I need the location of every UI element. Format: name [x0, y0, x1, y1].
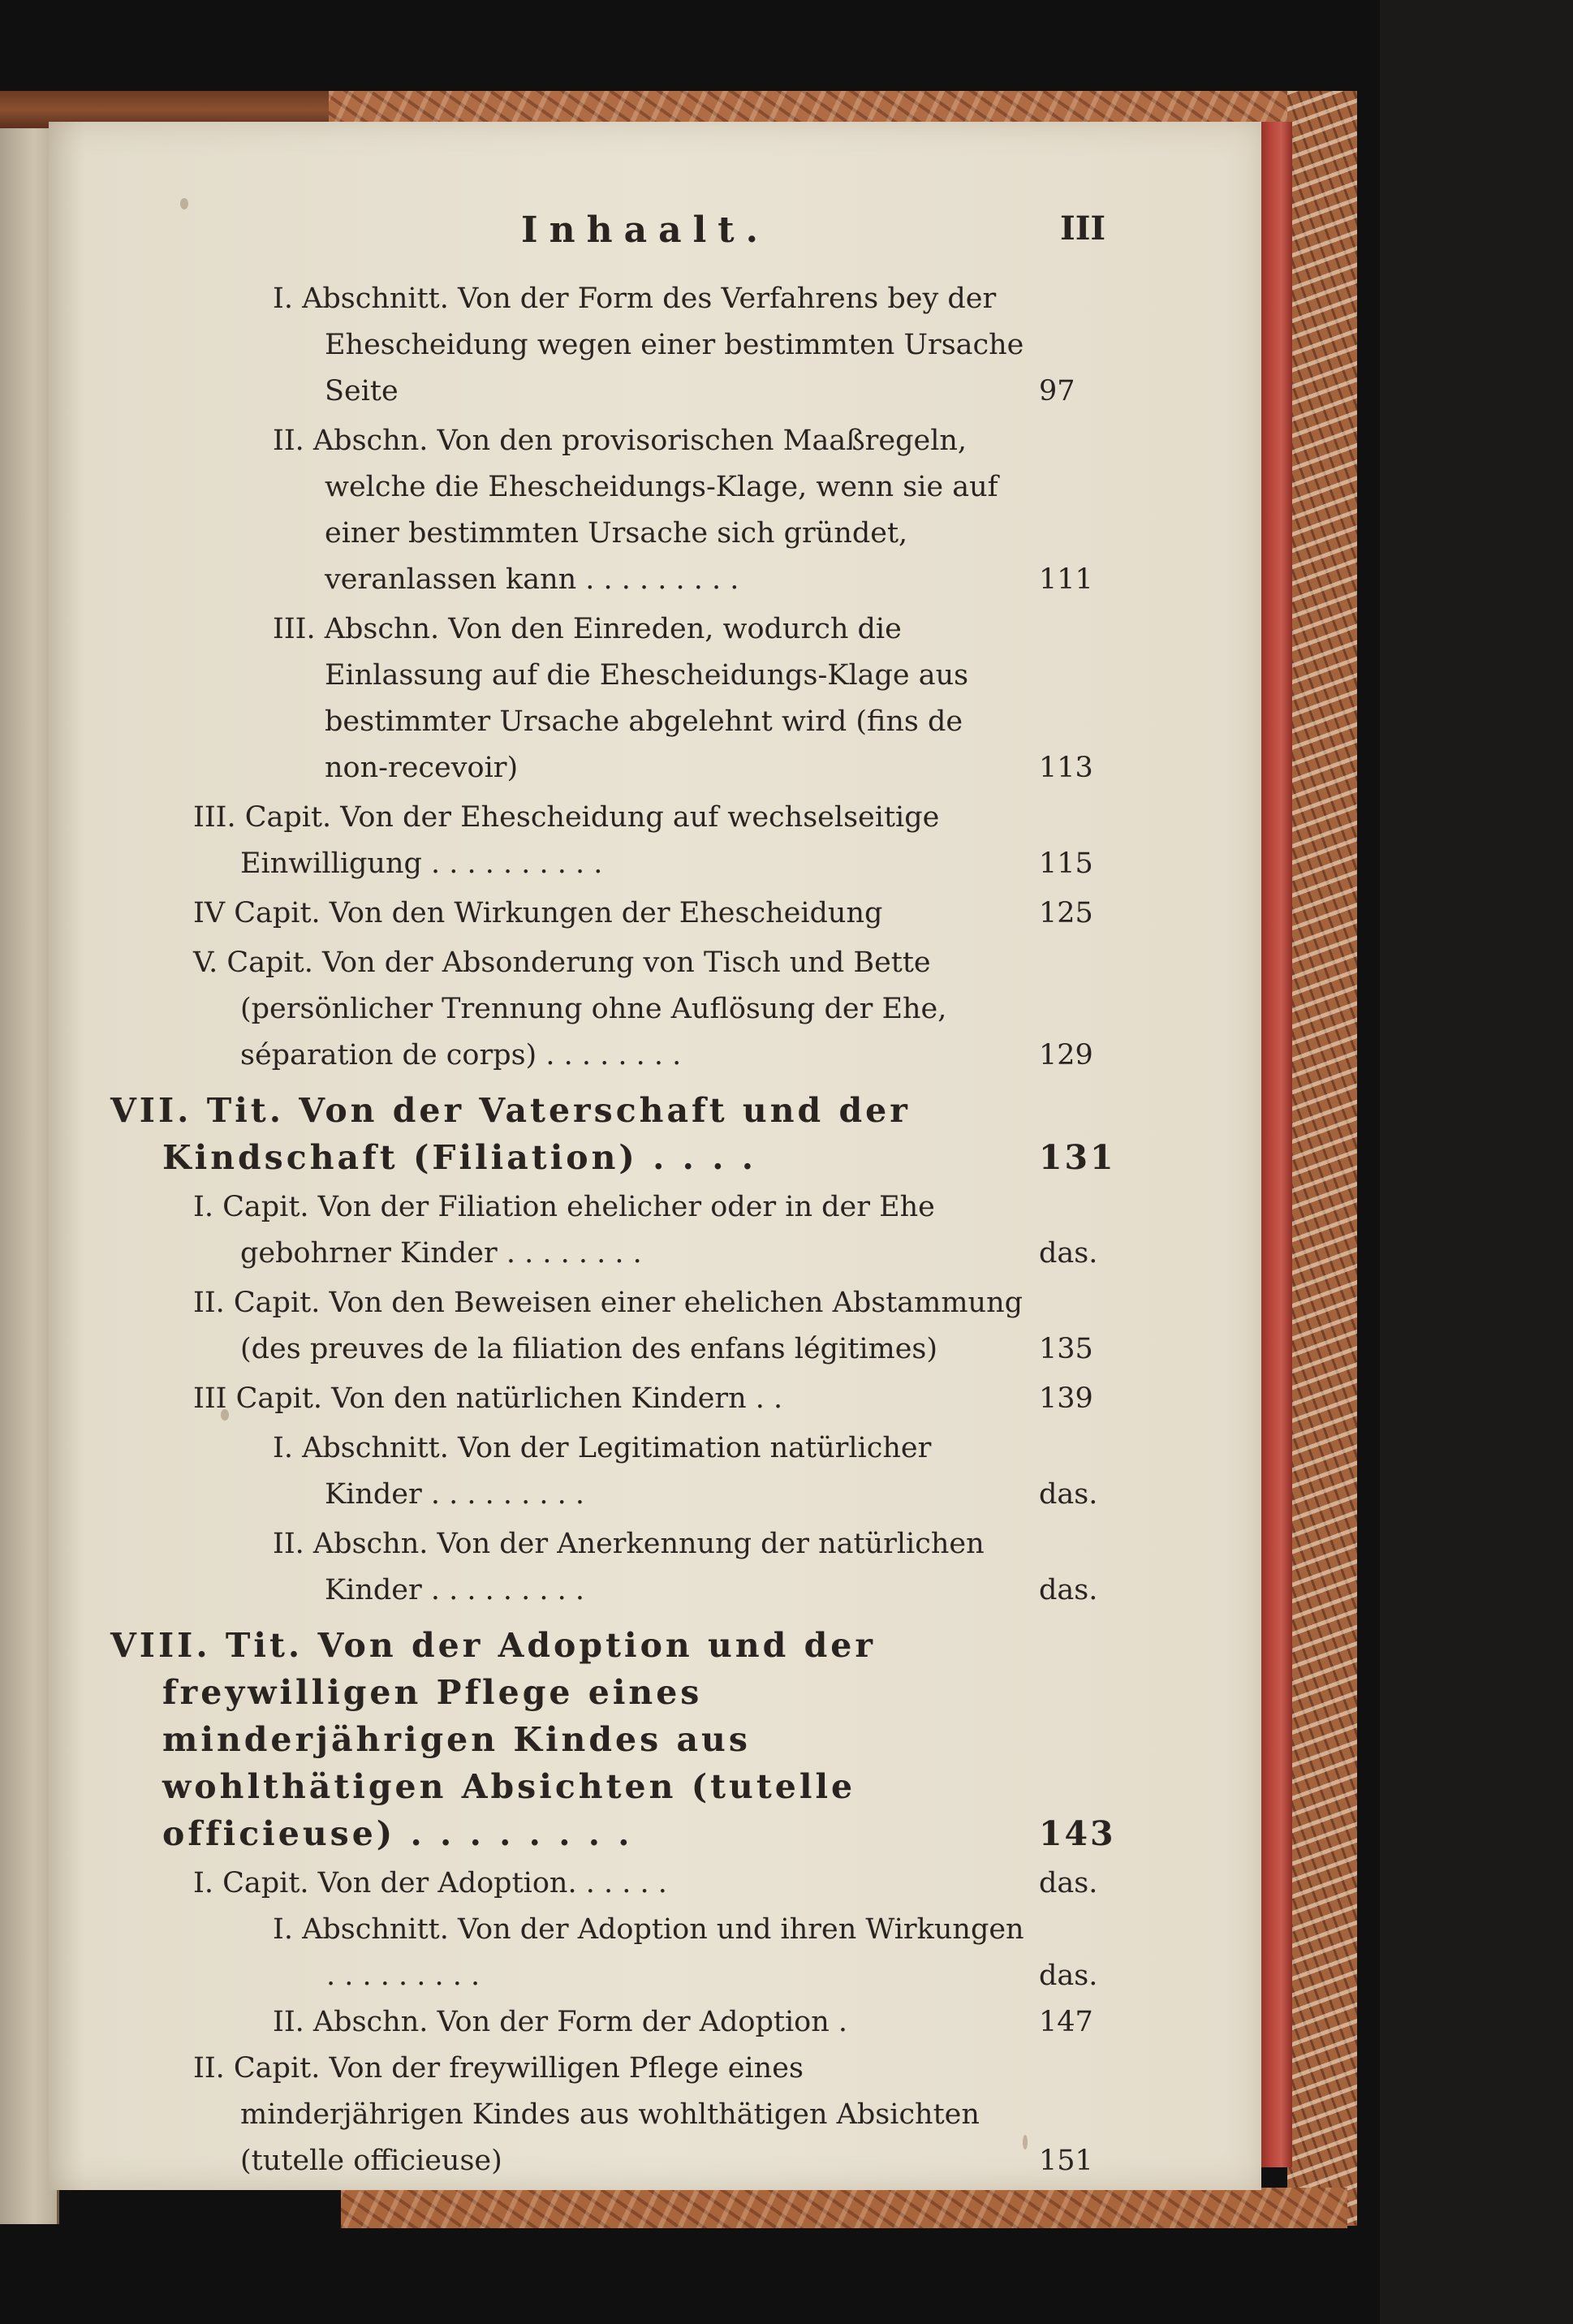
toc-entry [49, 606, 1096, 791]
toc-entry-text: I. Abschnitt. Von der Adoption und ihren Wirkungen . . . . . . . . . [273, 1913, 1024, 1992]
toc-entry-page: das. [1039, 1237, 1098, 1270]
toc-entry [49, 890, 1096, 937]
toc-entry-page: 139 [1039, 1382, 1093, 1415]
toc-entry [49, 1521, 1096, 1614]
toc-entry-page: 131 [1039, 1138, 1116, 1177]
toc-entry [49, 1907, 1096, 1999]
toc-entry-text: V. Capit. Von der Absonderung von Tisch und Bette (persönlicher Trennung ohne Auflösung der Ehe, séparation de corps) . . . . . . . . [193, 946, 947, 1071]
toc-entries [49, 276, 1116, 2184]
paper-blemish [1023, 2135, 1028, 2149]
toc-entry-page: 143 [1039, 1814, 1116, 1853]
page-number: III [1060, 209, 1106, 248]
toc-entry-page: das. [1039, 1574, 1098, 1606]
toc-entry-title [49, 1087, 1116, 1181]
toc-entry [49, 1425, 1096, 1518]
toc-entry [49, 1280, 1096, 1373]
toc-entry [49, 1184, 1096, 1277]
toc-entry-page: 147 [1039, 2006, 1093, 2038]
toc-entry-text: II. Capit. Von den Beweisen einer ehelichen Abstammung (des preuves de la filiation des enfans légitimes) [193, 1287, 1024, 1365]
toc-entry-page: das. [1039, 1867, 1098, 1899]
toc-entry-text: I. Capit. Von der Adoption. . . . . . [193, 1867, 667, 1899]
toc-entry-page: 125 [1039, 897, 1093, 929]
toc-entry [49, 1860, 1096, 1907]
toc-entry-page: 97 [1039, 375, 1075, 407]
toc-entry-text: II. Abschn. Von der Anerkennung der natürlichen Kinder . . . . . . . . . [273, 1528, 985, 1606]
marbled-cover-right [1287, 91, 1357, 2226]
toc-entry-text: I. Abschnitt. Von der Form des Verfahrens bey der Ehescheidung wegen einer bestimmten Ursache Seite [273, 282, 1024, 407]
toc-entry-text: VII. Tit. Von der Vaterschaft und der Kindschaft (Filiation) . . . . [110, 1091, 911, 1177]
toc-entry-text: I. Abschnitt. Von der Legitimation natürlicher Kinder . . . . . . . . . [273, 1432, 932, 1511]
toc-entry [49, 2046, 1096, 2184]
red-page-edges [1256, 122, 1292, 2167]
toc-entry-page: das. [1039, 1960, 1098, 1992]
toc-entry [49, 1999, 1096, 2046]
toc-entry-page: das. [1039, 1478, 1098, 1511]
toc-entry-page: 151 [1039, 2145, 1093, 2177]
toc-entry-page: 113 [1039, 752, 1093, 784]
toc-entry-text: II. Abschn. Von den provisorischen Maaßregeln, welche die Ehescheidungs-Klage, wenn sie auf einer bestimmten Ursache sich gründet, veranlassen kann . . . . . . . . . [273, 425, 998, 596]
toc-entry-text: III Capit. Von den natürlichen Kindern . . [193, 1382, 783, 1415]
toc-entry-text: III. Abschn. Von den Einreden, wodurch die Einlassung auf die Ehescheidungs-Klage aus bestimmter Ursache abgelehnt wird (fins de non-recevoir) [273, 613, 969, 784]
toc-entry-page: 129 [1039, 1039, 1093, 1071]
running-head [49, 209, 1261, 266]
toc-entry [49, 940, 1096, 1079]
paper-blemish [180, 198, 188, 209]
toc-entry-text: III. Capit. Von der Ehescheidung auf wechselseitige Einwilligung . . . . . . . . . . [193, 801, 940, 880]
toc-entry-text: IV Capit. Von den Wirkungen der Ehescheidung [193, 897, 883, 929]
marbled-cover-bottom [341, 2188, 1347, 2228]
dark-background-right [1380, 0, 1573, 2324]
toc-entry [49, 276, 1096, 415]
running-title: Inhaalt. [521, 209, 769, 251]
paper-blemish [221, 1409, 229, 1421]
page-content [49, 122, 1261, 2190]
toc-entry-page: 111 [1039, 563, 1093, 596]
toc-entry [49, 418, 1096, 603]
toc-entry-page: 115 [1039, 847, 1093, 880]
toc-entry-text: II. Abschn. Von der Form der Adoption . [273, 2006, 847, 2038]
toc-entry-title [49, 1622, 1116, 1857]
toc-entry-text: II. Capit. Von der freywilligen Pflege eines minderjährigen Kindes aus wohlthätigen Absichten (tutelle officieuse) [193, 2052, 980, 2177]
toc-entry-page: 135 [1039, 1333, 1093, 1365]
toc-entry-text: VIII. Tit. Von der Adoption und der freywilligen Pflege eines minderjährigen Kindes aus wohlthätigen Absichten (tutelle officieuse) . . . . . . . . [110, 1626, 876, 1853]
toc-entry [49, 1376, 1096, 1422]
toc-entry-text: I. Capit. Von der Filiation ehelicher oder in der Ehe gebohrner Kinder . . . . . . . . [193, 1191, 935, 1270]
toc-entry [49, 795, 1096, 887]
